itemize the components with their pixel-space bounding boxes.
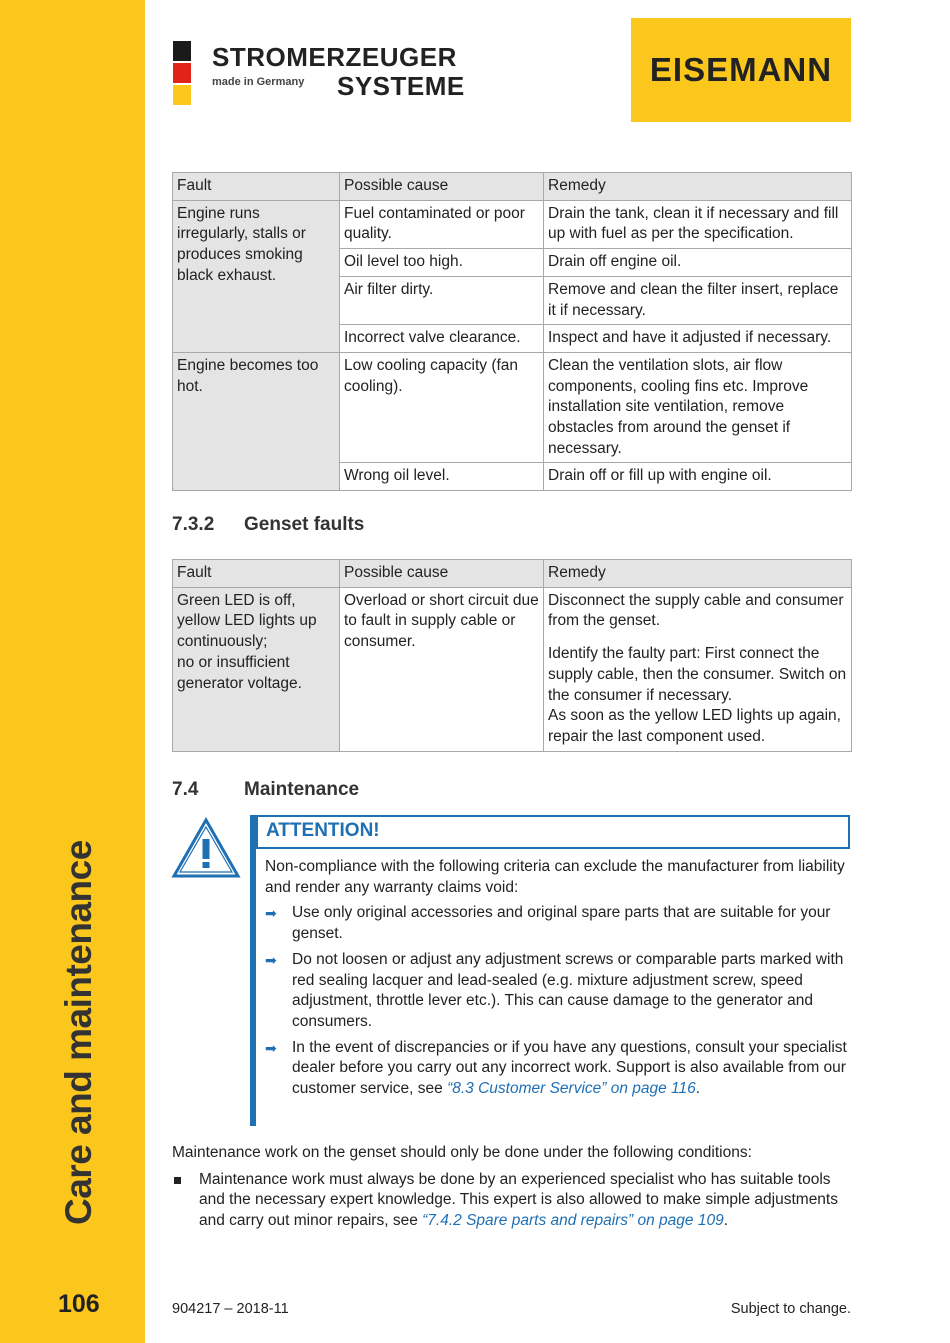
cause-cell: Air filter dirty.: [340, 276, 544, 324]
attention-body: [265, 857, 850, 1100]
header-remedy: Remedy: [544, 173, 852, 201]
remedy-paragraph: As soon as the yellow LED lights up again, repair the last component used.: [548, 707, 841, 745]
list-item: [172, 1170, 852, 1232]
section-title: Maintenance: [244, 779, 360, 800]
change-notice: Subject to change.: [730, 1301, 851, 1317]
header-remedy: Remedy: [544, 560, 852, 588]
remedy-cell: Drain off engine oil.: [544, 249, 852, 277]
page-number: 106: [58, 1290, 100, 1318]
cause-cell: Oil level too high.: [340, 249, 544, 277]
remedy-cell: Clean the ventilation slots, air flow components, cooling fins etc. Improve installation site ventilation, remove obstacles from around the genset if necessary.: [544, 352, 852, 463]
spare-parts-link[interactable]: “7.4.2 Spare parts and repairs” on page 109: [422, 1212, 724, 1230]
list-item-end: .: [723, 1212, 729, 1230]
flag-stripe-black: [173, 41, 191, 61]
section-heading-7-4: [172, 779, 359, 801]
flag-stripe-red: [173, 63, 191, 83]
list-item-text: Maintenance work must always be done by an experienced specialist who has suitable tools and the necessary expert knowledge. This expert is also allowed to make simple adjustments and carry out minor repairs, see: [199, 1170, 838, 1230]
maintenance-conditions: [172, 1143, 852, 1232]
flag-stripe-gold: [173, 85, 191, 105]
header-cause: Possible cause: [340, 173, 544, 201]
attention-header: [256, 815, 850, 849]
list-item-text: Do not loosen or adjust any adjustment screws or comparable parts marked with red sealing lacquer and lead-sealed (e.g. mixture adjustment screw, speed adjustment, throttle lever etc.). This can cause damage to the generator and consumers.: [292, 950, 844, 1030]
attention-intro: Non-compliance with the following criteria can exclude the manufacturer from liability and render any warranty claims void:: [265, 858, 845, 896]
remedy-cell: [544, 587, 852, 751]
table-row: [173, 200, 852, 248]
genset-faults-table: [172, 559, 852, 752]
cause-cell: Fuel contaminated or poor quality.: [340, 200, 544, 248]
maintenance-intro: Maintenance work on the genset should only be done under the following conditions:: [172, 1144, 752, 1161]
table-header-row: [173, 173, 852, 201]
cause-cell: Incorrect valve clearance.: [340, 325, 544, 353]
fault-line: no or insufficient generator voltage.: [177, 653, 302, 692]
remedy-cell: Remove and clean the filter insert, replace it if necessary.: [544, 276, 852, 324]
table-row: [173, 587, 852, 751]
header-fault: Fault: [173, 560, 340, 588]
list-item-text: Use only original accessories and original spare parts that are suitable for your genset.: [292, 904, 831, 943]
cause-cell: Low cooling capacity (fan cooling).: [340, 352, 544, 463]
arrow-right-icon: ➡: [265, 1039, 277, 1056]
remedy-cell: Drain the tank, clean it if necessary and fill up with fuel as per the specification.: [544, 200, 852, 248]
header-cause: Possible cause: [340, 560, 544, 588]
arrow-right-icon: ➡: [265, 905, 277, 922]
fault-cell: [173, 587, 340, 751]
logo-text: EISEMANN: [649, 51, 833, 88]
fault-cell: Engine runs irregularly, stalls or produces smoking black exhaust.: [173, 200, 340, 352]
list-item: [265, 950, 850, 1033]
sidebar: [0, 0, 145, 1343]
chapter-title: Care and maintenance: [58, 840, 99, 1225]
customer-service-link[interactable]: “8.3 Customer Service” on page 116: [447, 1080, 696, 1098]
table-row: [173, 352, 852, 463]
list-item-text: In the event of discrepancies or if you have any questions, consult your specialist dealer before you carry out any incorrect work. Support is also available from our customer service, see: [292, 1038, 847, 1098]
warning-triangle-icon: [171, 817, 241, 879]
list-item: [265, 1038, 850, 1100]
brand-logo: [212, 42, 465, 101]
section-number: 7.3.2: [172, 514, 215, 535]
table-header-row: [173, 560, 852, 588]
remedy-paragraph: Disconnect the supply cable and consumer from the genset.: [548, 591, 844, 630]
remedy-paragraph: Identify the faulty part: First connect the supply cable, then the consumer. Switch on the consumer if necessary.: [548, 645, 847, 704]
fault-cell: Engine becomes too hot.: [173, 352, 340, 490]
section-heading-7-3-2: [172, 514, 364, 536]
cause-cell: Overload or short circuit due to fault in supply cable or consumer.: [340, 587, 544, 751]
header-fault: Fault: [173, 173, 340, 201]
brand-line-1: STROMERZEUGER: [212, 42, 457, 72]
remedy-cell: Drain off or fill up with engine oil.: [544, 463, 852, 491]
square-bullet-icon: [174, 1177, 181, 1184]
cause-cell: Wrong oil level.: [340, 463, 544, 491]
engine-faults-table: [172, 172, 852, 491]
section-number: 7.4: [172, 779, 199, 800]
german-flag-icon: [173, 41, 191, 107]
attention-accent-bar: [250, 815, 256, 1126]
eisemann-logo: [631, 18, 851, 122]
fault-line: Green LED is off,: [177, 591, 296, 609]
fault-line: yellow LED lights up continuously;: [177, 612, 317, 651]
section-title: Genset faults: [244, 514, 365, 535]
arrow-right-icon: ➡: [265, 951, 277, 968]
list-item-end: .: [695, 1080, 701, 1098]
brand-line-2: SYSTEME: [337, 71, 465, 101]
attention-title: ATTENTION!: [266, 820, 380, 841]
list-item: [265, 903, 850, 944]
remedy-cell: Inspect and have it adjusted if necessary.: [544, 325, 852, 353]
document-id: 904217 – 2018-11: [172, 1301, 289, 1317]
brand-tagline: made in Germany: [212, 76, 305, 88]
